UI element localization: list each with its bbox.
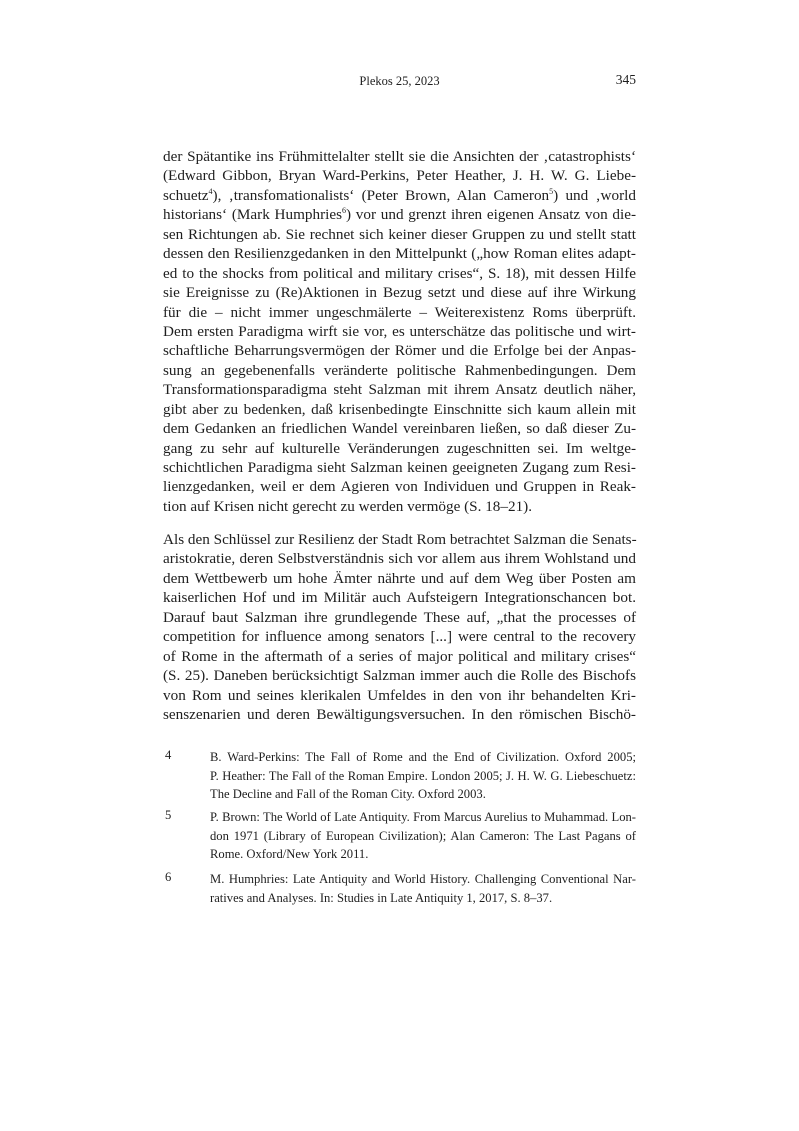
footnote-text [210,748,636,804]
text-line [163,458,636,477]
footnote-line: M. Humphries: Late Antiquity and World History. Challenging Conventional Nar- [210,872,636,886]
text-segment: (S. 25). Daneben berücksichtigt Salzman immer auch die Rolle des Bischofs [163,667,636,685]
text-segment: Transformationsparadigma steht Salzman mit ihrem Ansatz deutlich näher, [163,381,636,399]
footnote-number: 5 [165,808,172,822]
footnote-line: P. Brown: The World of Late Antiquity. From Marcus Aurelius to Muhammad. Lon- [210,810,636,824]
text-line [163,186,636,205]
footnote-text [210,808,636,864]
paragraph [163,530,636,724]
text-segment: gang zu sehr auf kulturelle Veränderungen zugeschnitten sei. Im weltge- [163,439,636,457]
paragraph [163,147,636,516]
text-line [163,497,636,516]
text-segment: Darauf baut Salzman ihre grundlegende These auf, „that the processes of [163,608,636,626]
footnote-reference: 5 [549,186,554,196]
text-segment: ) und ‚world [553,186,636,204]
text-segment: schaftliche Beharrungsvermögen der Römer und die Erfolge bei der Anpas- [163,342,636,360]
text-segment: competition for influence among senators [...] were central to the recovery [163,628,636,646]
text-line [163,647,636,666]
text-segment: schichtlichen Paradigma sieht Salzman keinen geeigneten Zugang zum Resi- [163,459,636,476]
text-line [163,477,636,496]
text-line [163,225,636,244]
text-line [163,283,636,302]
text-line [163,588,636,607]
footnote-line: ratives and Analyses. In: Studies in Late Antiquity 1, 2017, S. 8–37. [210,890,553,905]
text-segment: der Spätantike ins Frühmittelalter stellt sie die Ansichten der ‚catastrophists‘ [163,148,636,165]
text-line [163,705,636,724]
text-line [163,419,636,438]
text-segment: sen Richtungen ab. Sie rechnet sich keiner dieser Gruppen zu und stellt statt [163,225,636,243]
text-segment: ) vor und grenzt ihren eigenen Ansatz von die- [346,206,637,224]
text-line [163,205,636,224]
footnote-number: 4 [165,748,172,762]
text-line [163,166,636,185]
text-segment: lienzgedanken, weil er dem Agieren von Individuen und Gruppen in Reak- [163,478,636,496]
text-line [163,322,636,341]
footnote-line: B. Ward-Perkins: The Fall of Rome and the End of Civilization. Oxford 2005; [210,750,636,764]
text-segment: sie Ereignisse zu (Re)Aktionen in Bezug setzt und diese auf ihre Wirkung [163,284,636,302]
text-segment: schuetz [163,186,209,204]
text-line [163,400,636,419]
text-segment: Als den Schlüssel zur Resilienz der Stadt Rom betrachtet Salzman die Senats- [163,531,637,548]
text-segment: ed to the shocks from political and military crises“, S. 18), mit dessen Hilfe [163,264,636,282]
footnote-text [210,870,636,907]
text-segment: of Rome in the aftermath of a series of major political and military crises“ [163,647,636,665]
text-line [163,530,636,549]
footnote-reference: 4 [208,186,213,196]
text-line [163,666,636,685]
text-segment: sung an gegebenenfalls veränderte politische Rahmenbedingungen. Dem [163,361,636,379]
footnote-line: don 1971 (Library of European Civilization); Alan Cameron: The Last Pagans of [210,828,636,843]
footnote-reference: 6 [342,206,347,216]
text-segment: tion auf Krisen nicht gerecht zu werden vermöge (S. 18–21). [163,497,533,515]
text-segment: aristokratie, deren Selbstverständnis sich vor allem aus ihrem Wohlstand und [163,550,636,568]
text-segment: kaiserlichen Hof und im Militär auch Aufsteigern Integrationschancen bot. [163,589,636,607]
text-line [163,686,636,705]
text-line [163,439,636,458]
footnote-number: 6 [165,870,172,884]
text-segment: von Rom und seines klerikalen Umfeldes in den von ihr behandelten Kri- [163,686,636,704]
text-segment: dessen den Resilienzgedanken in den Mittelpunkt („how Roman elites adapt- [163,245,636,263]
text-segment: dem Wettbewerb um hohe Ämter nährte und auf dem Weg über Posten am [163,569,636,587]
text-line [163,569,636,588]
text-line [163,608,636,627]
text-line [163,147,636,166]
text-segment: senszenarien und deren Bewältigungsversuchen. In den römischen Bischö- [163,705,636,723]
text-line [163,303,636,322]
text-segment: ), ‚transfomationalists‘ (Peter Brown, Alan Cameron [212,186,550,204]
text-line [163,627,636,646]
text-segment: dem Gedanken an friedlichen Wandel vereinbaren ließen, so daß dieser Zu- [163,420,636,438]
running-header: Plekos 25, 2023 [359,74,440,88]
text-line [163,264,636,283]
text-line [163,341,636,360]
text-line [163,244,636,263]
text-segment: (Edward Gibbon, Bryan Ward-Perkins, Peter Heather, J. H. W. G. Liebe- [163,167,636,185]
text-segment: gibt aber zu bedenken, daß krisenbedingte Einschnitte sich kaum allein mit [163,400,636,418]
footnote-line: The Decline and Fall of the Roman City. Oxford 2003. [210,787,486,802]
text-segment: Dem ersten Paradigma wirft sie vor, es unterschätze das politische und wirt- [163,322,636,340]
text-segment: für die – nicht immer ungeschmälerte – Weiterexistenz Roms überprüft. [163,303,636,321]
page-number: 345 [615,72,636,87]
footnote-line: Rome. Oxford/New York 2011. [210,847,369,862]
text-line [163,549,636,568]
text-line [163,380,636,399]
footnote-line: P. Heather: The Fall of the Roman Empire. London 2005; J. H. W. G. Liebeschuetz: [210,768,636,783]
text-segment: historians‘ (Mark Humphries [163,206,343,224]
text-line [163,361,636,380]
